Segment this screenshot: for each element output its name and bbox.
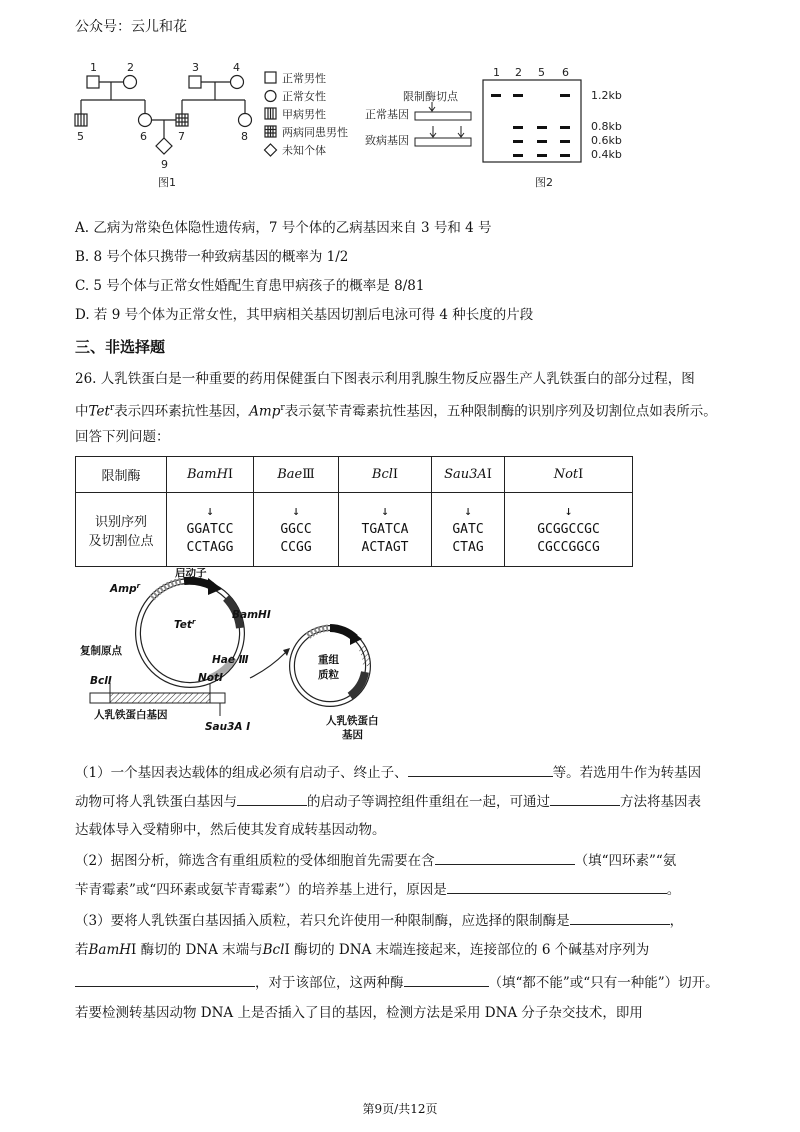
size-0-4kb: 0.4kb	[591, 148, 622, 161]
bamh1-site-label: BamHⅠ	[232, 609, 271, 621]
person-4: 4	[233, 61, 240, 74]
seq-bae3: ↓ GGCC CCGG	[254, 493, 339, 567]
section-title: 三、非选择题	[75, 338, 166, 356]
person-6: 6	[140, 130, 147, 143]
q2-blank-2[interactable]	[447, 879, 667, 894]
size-0-8kb: 0.8kb	[591, 120, 622, 133]
not1-site-label: NotⅠ	[198, 672, 223, 684]
enzyme-bcl1: BclⅠ	[339, 457, 432, 493]
gene2-label-2: 基因	[342, 729, 363, 741]
legend-unknown: 未知个体	[282, 144, 326, 157]
enzyme-bae3: BaeⅢ	[254, 457, 339, 493]
disease-gene-label: 致病基因	[365, 134, 409, 147]
q26-intro-line3: 回答下列问题：	[75, 429, 170, 445]
person-3: 3	[192, 61, 199, 74]
q3-line2: 若BamHⅠ 酶切的 DNA 末端与BclⅠ 酶切的 DNA 末端连接起来，连接部位的 6 个碱基对序列为	[75, 942, 650, 958]
legend-both-male: 两病同患男性	[282, 126, 348, 139]
lane-6: 6	[562, 66, 569, 79]
seq-bcl1: ↓ TGATCA ACTAGT	[339, 493, 432, 567]
gene2-label-1: 人乳铁蛋白	[326, 715, 379, 727]
person-1: 1	[90, 61, 97, 74]
q3-blank-1[interactable]	[570, 910, 670, 925]
hae3-site-label: Hae Ⅲ	[212, 654, 249, 666]
legend-a-male: 甲病男性	[282, 108, 326, 121]
size-1-2kb: 1.2kb	[591, 89, 622, 102]
legend-normal-female: 正常女性	[282, 90, 326, 103]
ori-label: 复制原点	[80, 645, 122, 657]
lane-2: 2	[515, 66, 522, 79]
account-header: 公众号：云儿和花	[75, 19, 187, 35]
q1-line3: 达载体导入受精卵中，然后使其发育成转基因动物。	[75, 822, 386, 838]
q1-line1: （1）一个基因表达载体的组成必须有启动子、终止子、 等。若选用牛作为转基因	[75, 762, 701, 783]
legend-normal-male: 正常男性	[282, 72, 326, 85]
bcl1-site-label: BclⅠ	[90, 675, 112, 687]
seq-bamh1: ↓ GGATCC CCTAGG	[167, 493, 254, 567]
q3-line4: 若要检测转基因动物 DNA 上是否插入了目的基因，检测方法是采用 DNA 分子杂交技术，即用	[75, 1005, 643, 1021]
lane-1: 1	[493, 66, 500, 79]
normal-gene-label: 正常基因	[365, 108, 409, 121]
pedigree-figure	[70, 58, 370, 193]
enzyme-not1: NotⅠ	[505, 457, 633, 493]
lane-5: 5	[538, 66, 545, 79]
promoter-label: 启动子	[175, 568, 207, 579]
q1-blank-1[interactable]	[408, 762, 553, 777]
figure2-caption: 图2	[535, 176, 553, 189]
person-7: 7	[178, 130, 185, 143]
option-a: A. 乙病为常染色体隐性遗传病，7 号个体的乙病基因来自 3 号和 4 号	[75, 220, 492, 236]
q1-line2: 动物可将人乳铁蛋白基因与 的启动子等调控组件重组在一起，可通过 方法将基因表	[75, 791, 701, 812]
person-8: 8	[241, 130, 248, 143]
option-b: B. 8 号个体只携带一种致病基因的概率为 1/2	[75, 249, 349, 265]
q3-blank-2[interactable]	[75, 972, 255, 987]
tet-label: Tet$^r$	[174, 618, 196, 631]
size-0-6kb: 0.6kb	[591, 134, 622, 147]
figure1-caption: 图1	[158, 176, 176, 189]
enzyme-table	[75, 456, 633, 567]
recomb-label-1: 重组	[318, 654, 339, 666]
gel-figure	[365, 58, 655, 193]
table-header-enzyme: 限制酶	[76, 457, 167, 493]
gene-label: 人乳铁蛋白基因	[94, 709, 168, 721]
enzyme-sau3a1: Sau3AⅠ	[432, 457, 505, 493]
q3-line1: （3）要将人乳铁蛋白基因插入质粒，若只允许使用一种限制酶，应选择的限制酶是 ，	[75, 910, 683, 931]
option-d: D. 若 9 号个体为正常女性，其甲病相关基因切割后电泳可得 4 种长度的片段	[75, 307, 534, 323]
q3-line3: ，对于该部位，这两种酶 （填“都不能”或“只有一种能”）切开。	[75, 972, 719, 993]
person-2: 2	[127, 61, 134, 74]
q26-intro-line1: 26. 人乳铁蛋白是一种重要的药用保健蛋白下图表示利用乳腺生物反应器生产人乳铁蛋白的部分过程，图	[75, 371, 695, 387]
seq-not1: ↓ GCGGCCGC CGCCGGCG	[505, 493, 633, 567]
q1-blank-2[interactable]	[237, 791, 307, 806]
q26-intro-line2: 中Tet$^r$表示四环素抗性基因，Amp$^r$表示氨苄青霉素抗性基因，五种限制酶的识别序列及切割位点如表所示。	[75, 403, 717, 420]
q2-line2: 苄青霉素”或“四环素或氨苄青霉素”）的培养基上进行，原因是 。	[75, 879, 680, 900]
recomb-label-2: 质粒	[318, 669, 339, 681]
page-number: 第9页/共12页	[362, 1102, 438, 1116]
enzyme-bamh1: BamHⅠ	[167, 457, 254, 493]
q2-blank-1[interactable]	[435, 850, 575, 865]
table-header-sequence: 识别序列 及切割位点	[76, 493, 167, 567]
plasmid-figure	[80, 568, 420, 748]
amp-label: Amp$^r$	[110, 582, 141, 595]
person-5: 5	[77, 130, 84, 143]
q3-blank-3[interactable]	[404, 972, 489, 987]
person-9: 9	[161, 158, 168, 171]
option-c: C. 5 号个体与正常女性婚配生育患甲病孩子的概率是 8/81	[75, 278, 425, 294]
q1-blank-3[interactable]	[550, 791, 620, 806]
q2-line1: （2）据图分析，筛选含有重组质粒的受体细胞首先需要在含 （填“四环素”“氨	[75, 850, 676, 871]
cut-site-label: 限制酶切点	[403, 90, 458, 103]
sau3a-site-label: Sau3A Ⅰ	[205, 721, 251, 733]
seq-sau3a1: ↓ GATC CTAG	[432, 493, 505, 567]
